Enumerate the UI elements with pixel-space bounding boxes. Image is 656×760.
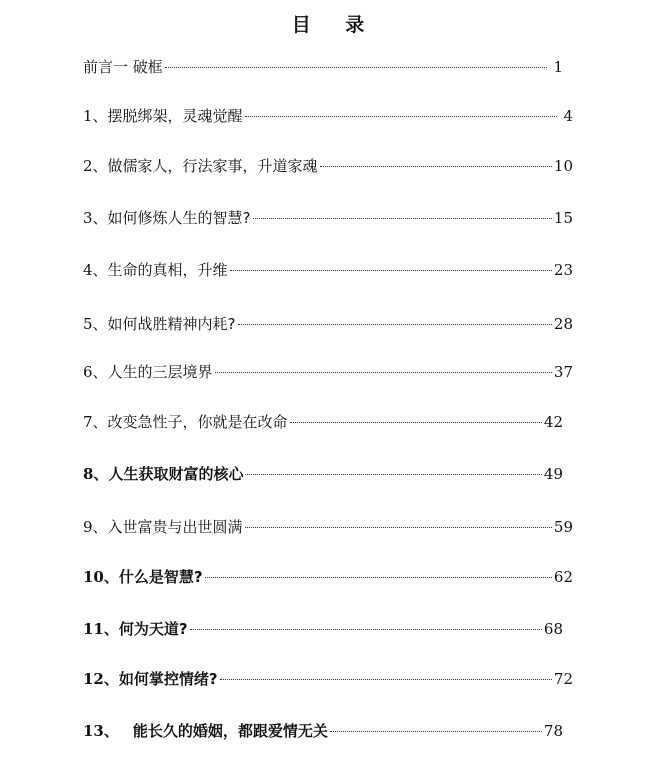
dot-leader	[220, 679, 552, 680]
toc-entry-number: 12、	[83, 670, 119, 688]
toc-entry-number: 11、	[83, 620, 119, 638]
toc-entry-text: 入世富贵与出世圆满	[107, 518, 243, 536]
dot-leader	[215, 372, 552, 373]
toc-entry-11[interactable]	[83, 617, 573, 641]
toc-entry-page: 28	[553, 315, 573, 333]
toc-entry-page: 10	[553, 157, 573, 175]
toc-entry-text: 能长久的婚姻，都跟爱情无关	[132, 722, 328, 740]
toc-entry-text: 什么是智慧?	[118, 568, 203, 586]
toc-entry-text: 生命的真相，升维	[107, 261, 228, 279]
toc-entry-number: 8、	[83, 465, 109, 483]
toc-entry-page: 72	[553, 670, 573, 688]
toc-entry-8[interactable]	[83, 462, 573, 486]
toc-entry-text: 如何修炼人生的智慧?	[107, 209, 251, 227]
toc-entry-text: 如何战胜精神内耗?	[107, 315, 236, 333]
dot-leader	[290, 422, 542, 423]
toc-entry-text: 做儒家人，行法家事，升道家魂	[107, 157, 318, 175]
toc-entry-6[interactable]	[83, 360, 573, 384]
dot-leader	[205, 577, 552, 578]
toc-entry-number: 5、	[83, 315, 108, 333]
toc-entry-page: 42	[543, 413, 563, 431]
toc-entry-page: 59	[553, 518, 573, 536]
toc-entry-13[interactable]	[83, 719, 573, 743]
toc-entry-text: 前言一 破框	[83, 58, 163, 76]
toc-entry-number: 2、	[83, 157, 108, 175]
toc-entry-page: 49	[543, 465, 563, 483]
toc-entry-5[interactable]	[83, 312, 573, 336]
dot-leader	[165, 67, 547, 68]
toc-entry-page: 37	[553, 363, 573, 381]
toc-entry-page: 1	[553, 58, 563, 76]
toc-entry-page: 4	[563, 107, 573, 125]
dot-leader	[330, 731, 542, 732]
toc-entry-number: 7、	[83, 413, 108, 431]
toc-entry-text: 人生的三层境界	[107, 363, 213, 381]
toc-entry-page: 78	[543, 722, 563, 740]
toc-entry-3[interactable]	[83, 206, 573, 230]
dot-leader	[245, 116, 557, 117]
toc-entry-number: 9、	[83, 518, 108, 536]
toc-entry-9[interactable]	[83, 515, 573, 539]
toc-entry-page: 15	[553, 209, 573, 227]
dot-leader	[245, 474, 541, 475]
toc-entry-2[interactable]	[83, 154, 573, 178]
toc-entry-12[interactable]	[83, 667, 573, 691]
toc-entry-page: 68	[543, 620, 563, 638]
toc-entry-page: 62	[553, 568, 573, 586]
toc-entry-7[interactable]	[83, 410, 573, 434]
toc-entry-number: 1、	[83, 107, 108, 125]
dot-leader	[230, 270, 552, 271]
toc-entry-text: 人生获取财富的核心	[108, 465, 244, 483]
dot-leader	[245, 527, 552, 528]
toc-entry-text: 何为天道?	[118, 620, 188, 638]
toc-entry-number: 13、	[83, 722, 119, 740]
toc-entry-number: 3、	[83, 209, 108, 227]
dot-leader	[190, 629, 542, 630]
dot-leader	[238, 324, 552, 325]
toc-entry-preface[interactable]	[83, 55, 573, 79]
toc-entry-4[interactable]	[83, 258, 573, 282]
toc-entry-text: 改变急性子，你就是在改命	[107, 413, 288, 431]
toc-entry-10[interactable]	[83, 565, 573, 589]
toc-entry-number: 10、	[83, 568, 119, 586]
toc-entry-page: 23	[553, 261, 573, 279]
dot-leader	[253, 218, 552, 219]
page-title: 目 录	[291, 14, 379, 36]
toc-entry-text: 如何掌控情绪?	[118, 670, 218, 688]
toc-entry-1[interactable]	[83, 104, 573, 128]
toc-entry-number: 4、	[83, 261, 108, 279]
toc-entry-number: 6、	[83, 363, 108, 381]
toc-entry-text: 摆脱绑架，灵魂觉醒	[107, 107, 243, 125]
dot-leader	[320, 166, 552, 167]
